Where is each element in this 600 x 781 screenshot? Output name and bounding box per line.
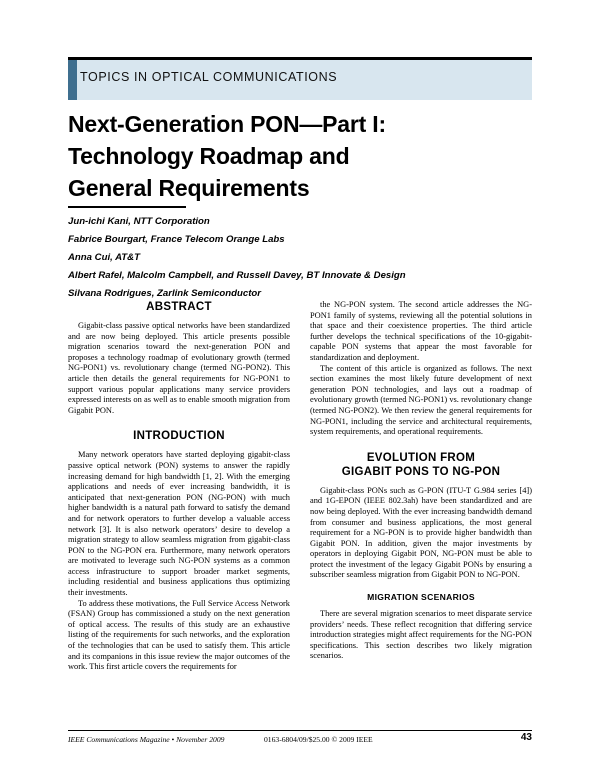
author-line: Silvana Rodrigues, Zarlink Semiconductor: [68, 288, 261, 299]
author-line: Albert Rafel, Malcolm Campbell, and Russell Davey, BT Innovate & Design: [68, 270, 406, 281]
heading-abstract: ABSTRACT: [146, 301, 212, 313]
page-title: [68, 108, 518, 204]
footer-copyright: 0163-6804/09/$25.00 © 2009 IEEE: [264, 735, 373, 744]
column-right: [310, 300, 532, 662]
footer-journal: IEEE Communications Magazine • November 2009: [68, 735, 225, 744]
abstract-paragraph: Gigabit-class passive optical networks have been standardized and are now being deployed. This article presents possible migration scenarios toward the next-generation PON and proposes a technology roadmap of evolutionary growth (termed NG-PON1) vs. revolutionary change (termed NG-PON2). This article then details the general requirements for NG-PON1 to support various popular applications many service providers expressed interests on as well as to enable smooth migration from Gigabit PON.: [68, 321, 290, 415]
migration-paragraph-1: There are several migration scenarios to meet disparate service providers’ needs. These reflect recognition that differing service introduction strategies might affect requirements for the NG-PON specifications. This section describes two likely migration scenarios.: [310, 609, 532, 661]
topic-kicker: TOPICS IN OPTICAL COMMUNICATIONS: [80, 70, 338, 84]
heading-introduction: INTRODUCTION: [133, 430, 225, 443]
heading-evolution: [310, 451, 532, 479]
heading-evolution-line-2: GIGABIT PONS TO NG-PON: [341, 465, 501, 478]
heading-evolution-line-1: EVOLUTION FROM: [366, 451, 476, 464]
intro-paragraph-2: To address these motivations, the Full Service Access Network (FSAN) Group has commissioned a study on the next generation of optical access. The results of this study are an exhaustive listing of the requirements for such networks, and the exploration of the technologies that can be used to satisfy them. This article and its companions in this issue review the major outcomes of the work. This first article covers the requirements for: [68, 598, 290, 672]
author-list: [68, 213, 532, 303]
title-line-3: General Requirements: [68, 175, 310, 201]
right-paragraph-2: The content of this article is organized as follows. The next section examines the most likely future development of next generation PON technologies, and lays out a roadmap of evolutionary growth (termed NG-PON1) vs. revolutionary change (termed NG-PON2). We then review the general requirements for NG-PON1, including the service and architectural requirements, system requirements, and operational requirements.: [310, 363, 532, 437]
author-line: Fabrice Bourgart, France Telecom Orange Labs: [68, 234, 285, 245]
right-paragraph-1: the NG-PON system. The second article addresses the NG-PON1 family of systems, reviewing all the potential solutions in that space and their coexistence properties. The third article further develops the technical specifications of the 10-gigabit-capable PON systems that appear the most favorable for standardization and deployment.: [310, 300, 532, 362]
author-rule: [68, 206, 186, 208]
author-line: Jun-ichi Kani, NTT Corporation: [68, 216, 210, 227]
author-line: Anna Cui, AT&T: [68, 252, 140, 263]
evolution-paragraph-1: Gigabit-class PONs such as G-PON (ITU-T G.984 series [4]) and 1G-EPON (IEEE 802.3ah) have been standardized and are now being deployed. With the ever increasing bandwidth demand from consumer and business applications, the most general requirement for a NG-PON is to provide higher bandwidth than Gigabit PON. In addition, given the major investments by operators in deploying Gigabit PON, NG-PON must be able to protect the investment of the legacy Gigabit PONs by ensuring a subscriber seamless migration from Gigabit PON to NG-PON.: [310, 485, 532, 580]
footer-page-number: 43: [520, 732, 532, 743]
heading-migration-scenarios: MIGRATION SCENARIOS: [367, 592, 475, 603]
footer-rule: [68, 730, 532, 731]
column-left: [68, 300, 290, 673]
intro-paragraph-1: Many network operators have started deploying gigabit-class passive optical network (PON) systems to answer the rapidly increasing demand for high bandwidth [1, 2]. With the emerging applications and needs of ever increasing bandwidth, it is anticipated that next-generation PON (NG-PON) with much higher bandwidth is a natural path forward to satisfy the demand and for network operators to further develop a valuable access network [3]. It is also network operators’ desire to develop a migration strategy to allow seamless migration from gigabit-class PON to the NG-PON era. Furthermore, many network operators are motivated to leverage such NG-PON systems as a common access infrastructure to support broader market segments, including residential and business applications thus optimizing their investments.: [68, 450, 290, 598]
title-line-2: Technology Roadmap and: [68, 143, 350, 169]
topic-band-accent: [68, 60, 77, 100]
title-line-1: Next-Generation PON—Part I:: [68, 111, 386, 137]
